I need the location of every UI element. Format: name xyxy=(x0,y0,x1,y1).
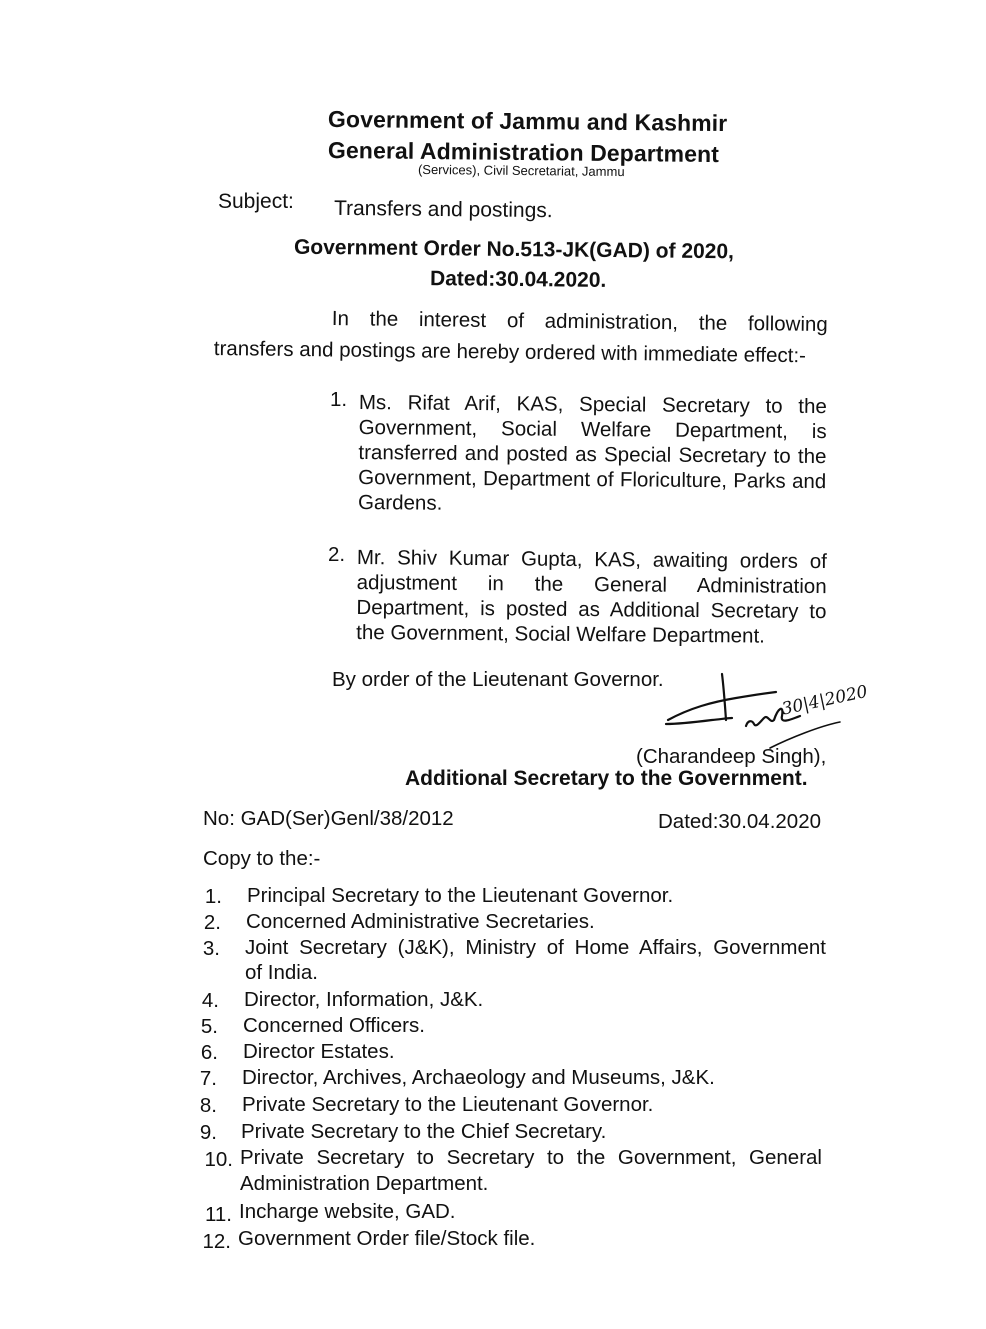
copy-entry: Government Order file/Stock file. xyxy=(238,1227,536,1250)
copy-number: 4. xyxy=(201,989,219,1012)
copy-entry: Director Estates. xyxy=(243,1040,395,1063)
reference-date: Dated:30.04.2020 xyxy=(658,810,821,833)
copy-entry: Concerned Officers. xyxy=(243,1014,425,1037)
item-number: 1. xyxy=(330,388,348,411)
copy-number: 3. xyxy=(202,937,220,960)
copy-number: 8. xyxy=(199,1094,217,1117)
item-line: Department, is posted as Additional Secretary to xyxy=(356,595,827,624)
intro-word: interest xyxy=(418,308,487,332)
item-number: 2. xyxy=(328,543,346,566)
reference-number: No: GAD(Ser)Genl/38/2012 xyxy=(203,807,454,830)
copy-entry-continuation: of India. xyxy=(245,961,318,984)
item-line: Gardens. xyxy=(357,490,443,515)
intro-word: In xyxy=(331,307,350,331)
item-line: Mr. Shiv Kumar Gupta, KAS, awaiting orders of xyxy=(356,545,827,574)
signature-stroke xyxy=(722,674,726,720)
order-title: Government Order No.513-JK(GAD) of 2020, xyxy=(293,235,735,264)
copy-number: 11. xyxy=(205,1203,232,1226)
transfer-item-2 xyxy=(356,545,827,649)
item-line: transferred and posted as Special Secretary to the xyxy=(358,440,827,469)
copy-entry: Private Secretary to the Lieutenant Governor. xyxy=(242,1093,654,1116)
subject-text: Transfers and postings. xyxy=(333,196,553,223)
header-office: (Services), Civil Secretariat, Jammu xyxy=(417,161,625,180)
copy-number: 5. xyxy=(200,1015,218,1038)
header-department: General Administration Department xyxy=(327,136,720,168)
copy-number: 12. xyxy=(202,1230,231,1253)
copy-number: 2. xyxy=(203,911,221,934)
intro-line-2: transfers and postings are hereby ordered with immediate effect:- xyxy=(213,336,807,368)
item-line: adjustment in the General Administration xyxy=(356,570,827,599)
copy-number: 6. xyxy=(200,1041,218,1064)
item-line: the Government, Social Welfare Department. xyxy=(356,620,765,648)
intro-word: following xyxy=(747,312,828,337)
copy-number: 7. xyxy=(199,1067,217,1090)
signatory-designation: Additional Secretary to the Government. xyxy=(405,767,808,790)
intro-word: the xyxy=(369,307,399,331)
intro-word: the xyxy=(698,311,728,335)
signatory-name: (Charandeep Singh), xyxy=(636,745,827,768)
copy-entry: Joint Secretary (J&K), Ministry of Home Affairs, Government xyxy=(245,936,826,959)
copy-entry: Concerned Administrative Secretaries. xyxy=(246,910,595,933)
item-line: Ms. Rifat Arif, KAS, Special Secretary to the xyxy=(358,390,827,419)
copy-entry-continuation: Administration Department. xyxy=(240,1172,489,1195)
copy-number: 9. xyxy=(199,1121,217,1144)
copy-entry: Incharge website, GAD. xyxy=(239,1200,456,1223)
copy-entry: Director, Archives, Archaeology and Museums, J&K. xyxy=(242,1066,715,1089)
handwritten-date: 30|4|2020 xyxy=(780,681,870,720)
copy-number: 1. xyxy=(204,885,222,908)
signature-stroke xyxy=(666,718,732,724)
copy-number: 10. xyxy=(204,1148,233,1171)
copy-entry: Private Secretary to the Chief Secretary. xyxy=(241,1120,607,1143)
transfer-item-1 xyxy=(358,390,827,519)
header-government: Government of Jammu and Kashmir xyxy=(327,105,728,137)
subject-label: Subject: xyxy=(218,190,294,213)
intro-word: administration, xyxy=(544,309,679,335)
copy-entry: Principal Secretary to the Lieutenant Governor. xyxy=(247,884,674,907)
signature-stroke xyxy=(668,692,776,720)
copy-entry: Private Secretary to Secretary to the Government, General xyxy=(240,1146,822,1169)
copy-to-heading: Copy to the:- xyxy=(203,847,321,870)
intro-line-1 xyxy=(332,307,828,337)
item-line: Government, Social Welfare Department, is xyxy=(358,415,827,444)
item-line: Government, Department of Floriculture, Parks and xyxy=(358,465,827,494)
order-date: Dated:30.04.2020. xyxy=(429,267,607,292)
closing-line: By order of the Lieutenant Governor. xyxy=(332,668,664,691)
copy-entry: Director, Information, J&K. xyxy=(244,988,484,1011)
intro-word: of xyxy=(506,309,525,333)
